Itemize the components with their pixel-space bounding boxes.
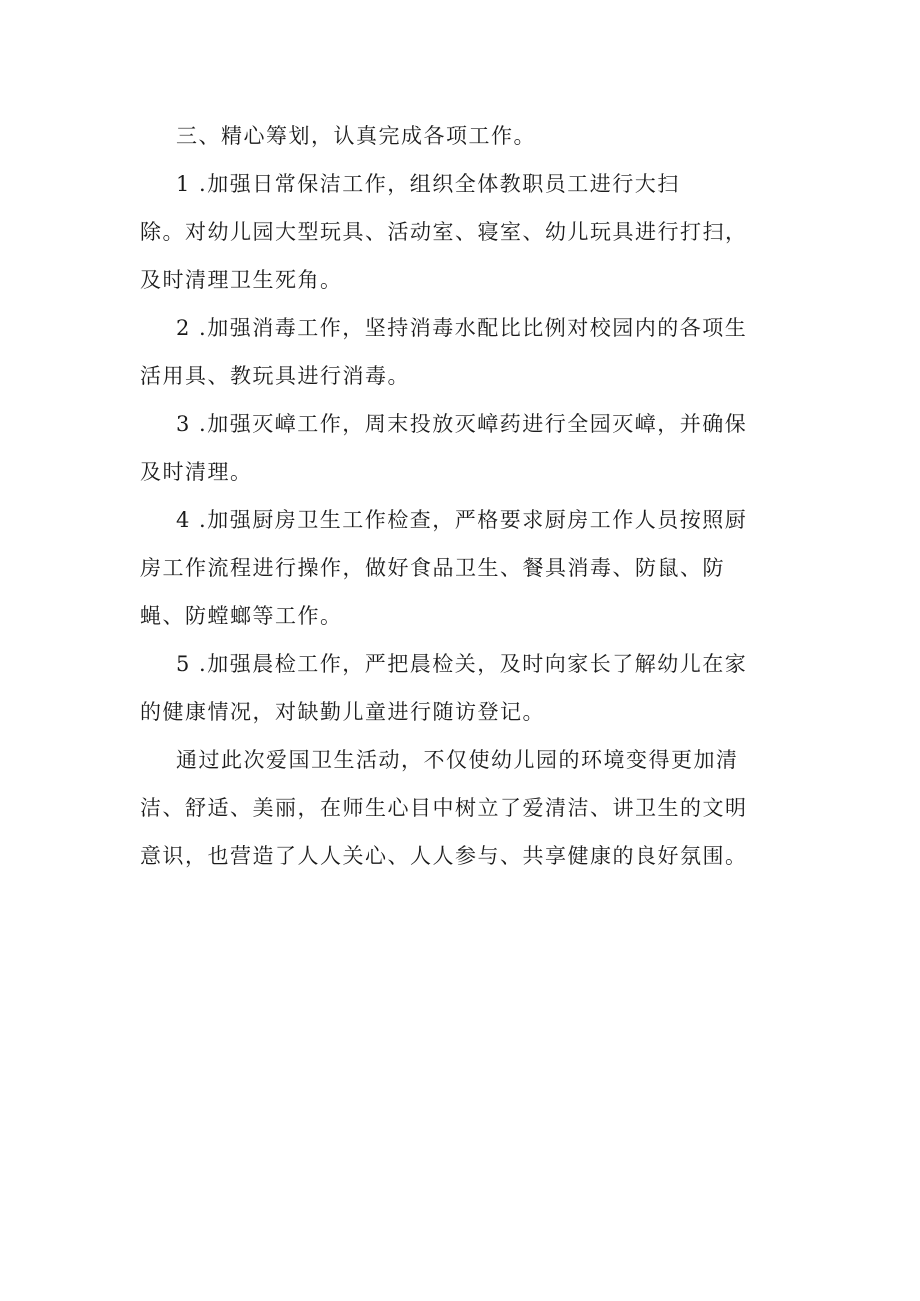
paragraph-line: 活用具、教玩具进行消毒。 xyxy=(140,364,410,388)
paragraph-line: 2 .加强消毒工作，坚持消毒水配比比例对校园内的各项生 xyxy=(176,316,748,340)
section-heading xyxy=(140,112,780,160)
list-item-3 xyxy=(140,400,780,496)
list-item-4 xyxy=(140,496,780,640)
document-body xyxy=(140,112,780,880)
paragraph-line: 的健康情况，对缺勤儿童进行随访登记。 xyxy=(140,700,545,724)
paragraph-line: 房工作流程进行操作，做好食品卫生、餐具消毒、防鼠、防 xyxy=(140,556,725,580)
heading-line: 三、精心筹划，认真完成各项工作。 xyxy=(176,124,536,148)
list-item-5 xyxy=(140,640,780,736)
paragraph-line: 1 .加强日常保洁工作，组织全体教职员工进行大扫 xyxy=(176,172,680,196)
paragraph-line: 及时清理。 xyxy=(140,460,253,484)
paragraph-line: 及时清理卫生死角。 xyxy=(140,268,343,292)
paragraph-line: 意识，也营造了人人关心、人人参与、共享健康的良好氛围。 xyxy=(140,844,748,868)
conclusion-paragraph xyxy=(140,736,780,880)
paragraph-line: 3 .加强灭嶂工作，周末投放灭嶂药进行全园灭嶂，并确保 xyxy=(176,412,748,436)
paragraph-line: 洁、舒适、美丽，在师生心目中树立了爱清洁、讲卫生的文明 xyxy=(140,796,748,820)
paragraph-line: 5 .加强晨检工作，严把晨检关，及时向家长了解幼儿在家 xyxy=(176,652,748,676)
list-item-2 xyxy=(140,304,780,400)
paragraph-line: 蝇、防螳螂等工作。 xyxy=(140,604,343,628)
paragraph-line: 4 .加强厨房卫生工作检查，严格要求厨房工作人员按照厨 xyxy=(176,508,748,532)
paragraph-line: 除。对幼儿园大型玩具、活动室、寝室、幼儿玩具进行打扫， xyxy=(140,220,748,244)
paragraph-line: 通过此次爱国卫生活动，不仅使幼儿园的环境变得更加清 xyxy=(176,748,739,772)
list-item-1 xyxy=(140,160,780,304)
